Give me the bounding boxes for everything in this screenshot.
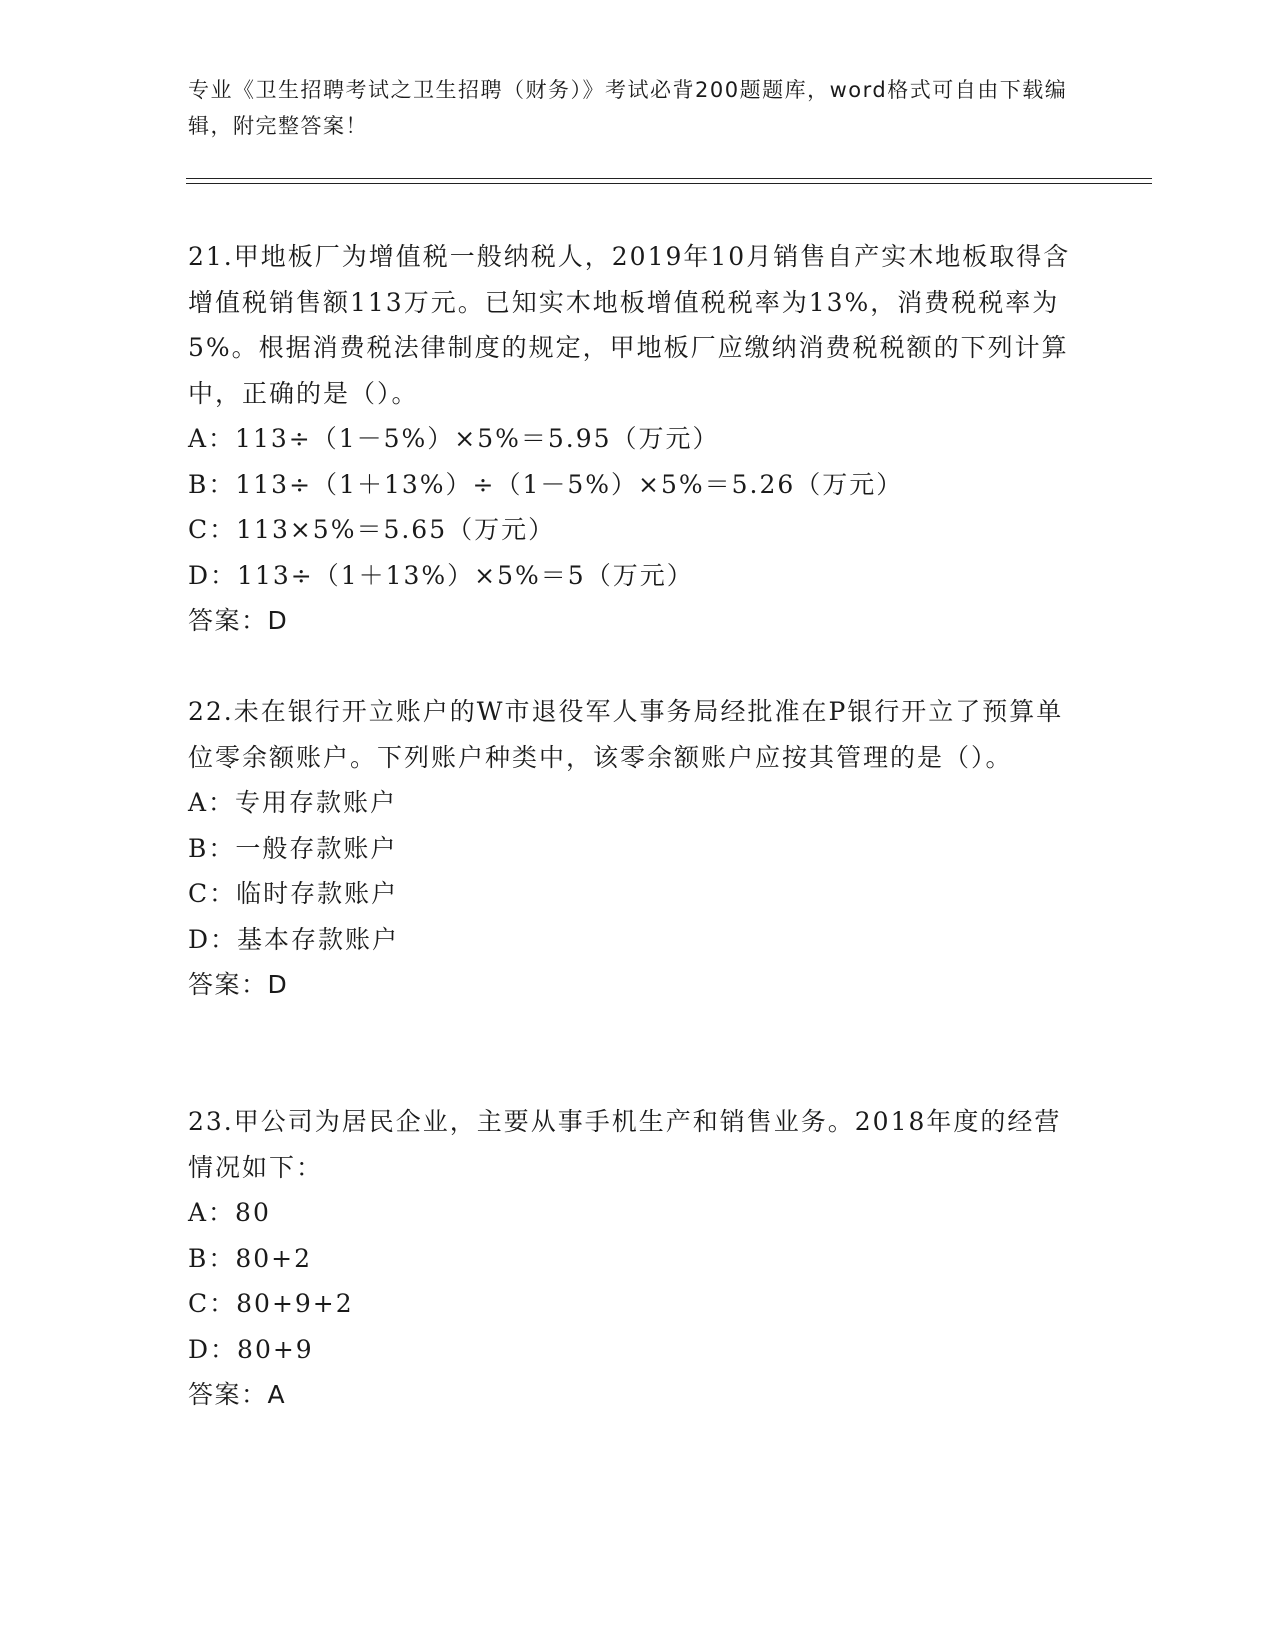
option-a: A：80 [188,1198,271,1227]
question-stem: 21.甲地板厂为增值税一般纳税人，2019年10月销售自产实木地板取得含增值税销售额113万元。已知实木地板增值税税率为13%，消费税税率为5%。根据消费税法律制度的规定，甲地板厂应缴纳消费税税额的下列计算中，正确的是（）。 [188,242,1071,408]
option-d: D：基本存款账户 [188,924,400,954]
answer: 答案：A [188,1380,287,1409]
question-stem: 22.未在银行开立账户的W市退役军人事务局经批准在P银行开立了预算单位零余额账户。下列账户种类中，该零余额账户应按其管理的是（）。 [188,697,1064,772]
option-b: B：80+2 [188,1243,313,1273]
answer: 答案：D [188,970,289,999]
option-c: C：113×5%＝5.65（万元） [188,515,556,544]
option-d: D：113÷（1＋13%）×5%＝5（万元） [188,560,694,590]
document-header [188,72,1068,144]
option-c: C：80+9+2 [188,1289,354,1318]
question-stem: 23.甲公司为居民企业，主要从事手机生产和销售业务。2018年度的经营情况如下： [188,1107,1062,1182]
option-a: A：专用存款账户 [188,788,398,817]
header-divider-top [186,178,1152,179]
header-divider-bottom [186,183,1152,184]
option-a: A：113÷（1－5%）×5%＝5.95（万元） [188,424,720,453]
question-22 [188,689,1088,1008]
answer: 答案：D [188,606,289,635]
option-d: D：80+9 [188,1334,314,1364]
option-b: B：113÷（1＋13%）÷（1－5%）×5%＝5.26（万元） [188,469,904,499]
header-text: 专业《卫生招聘考试之卫生招聘（财务）》考试必背200题题库，word格式可自由下载编辑，附完整答案！ [188,78,1068,138]
question-21 [188,234,1088,644]
question-23 [188,1099,1088,1418]
option-b: B：一般存款账户 [188,833,398,863]
option-c: C：临时存款账户 [188,879,399,908]
